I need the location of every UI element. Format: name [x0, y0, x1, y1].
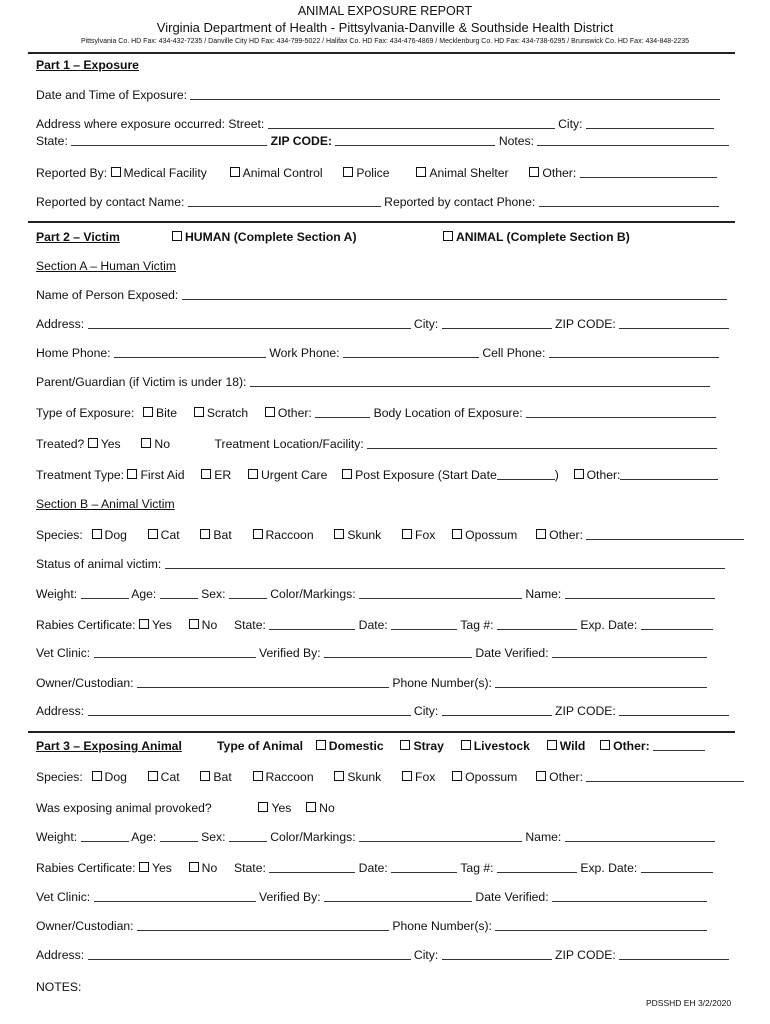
state-label: State:	[234, 618, 266, 632]
zip-label: ZIP CODE:	[270, 134, 333, 148]
row-victim-owner	[36, 676, 707, 691]
vet-field[interactable]	[94, 890, 256, 902]
contact-phone-label: Reported by contact Phone:	[384, 195, 536, 209]
owner-label: Owner/Custodian:	[36, 676, 134, 690]
other-species-field[interactable]	[586, 770, 744, 782]
row-phones	[36, 346, 719, 361]
street-label: Address where exposure occurred: Street:	[36, 117, 265, 131]
phone-numbers-label: Phone Number(s):	[392, 676, 492, 690]
no-label: No	[201, 618, 218, 632]
row-street	[36, 117, 714, 132]
type-option: Livestock	[473, 739, 530, 753]
species-option: Bat	[213, 528, 232, 542]
exp-label: Exp. Date:	[580, 618, 638, 632]
age-field[interactable]	[160, 587, 198, 599]
row-type-exposure	[36, 406, 716, 421]
name-label: Name:	[525, 830, 562, 844]
address-label: Address:	[36, 948, 85, 962]
notes-label: NOTES:	[36, 980, 82, 994]
weight-label: Weight:	[36, 830, 78, 844]
vet-label: Vet Clinic:	[36, 890, 91, 904]
state-field[interactable]	[269, 861, 355, 873]
checkbox-scratch[interactable]	[194, 407, 204, 417]
er-label: ER	[214, 468, 232, 482]
checkbox-other-reporter[interactable]	[529, 167, 539, 177]
row-exposing-address	[36, 948, 729, 963]
age-label: Age:	[131, 587, 157, 601]
city-field[interactable]	[442, 317, 552, 329]
date-field[interactable]	[391, 618, 457, 630]
checkbox-rabies-no[interactable]	[189, 862, 199, 872]
sex-label: Sex:	[201, 830, 226, 844]
animal-label: ANIMAL (Complete Section B)	[456, 230, 630, 244]
species-option: Skunk	[347, 770, 382, 784]
person-name-label: Name of Person Exposed:	[36, 288, 179, 302]
checkbox-dog[interactable]	[92, 771, 102, 781]
guardian-label: Parent/Guardian (if Victim is under 18):	[36, 375, 247, 389]
checkbox-animal[interactable]	[443, 231, 453, 241]
row-exposing-weight	[36, 830, 715, 845]
sex-field[interactable]	[229, 587, 267, 599]
date-label: Date:	[358, 618, 388, 632]
state-label: State:	[234, 861, 266, 875]
checkbox-other-species[interactable]	[536, 771, 546, 781]
tag-field[interactable]	[497, 861, 577, 873]
post-exposure-date-field[interactable]	[497, 468, 555, 480]
city-label: City:	[558, 117, 583, 131]
row-provoked	[36, 801, 335, 816]
address-field[interactable]	[88, 317, 411, 329]
checkbox-domestic[interactable]	[316, 740, 326, 750]
human-option	[172, 230, 357, 245]
address-label: Address:	[36, 704, 85, 718]
no-label: No	[319, 801, 335, 815]
sex-label: Sex:	[201, 587, 226, 601]
checkbox-provoked-yes[interactable]	[258, 802, 268, 812]
yes-label: Yes	[151, 861, 172, 875]
row-exposing-owner	[36, 919, 707, 934]
row-treatment-type	[36, 468, 718, 483]
checkbox-provoked-no[interactable]	[306, 802, 316, 812]
phone-numbers-field[interactable]	[495, 676, 707, 688]
form-subtitle: Virginia Department of Health - Pittsylvania-Danville & Southside Health District	[156, 20, 614, 35]
other-species-field[interactable]	[586, 528, 744, 540]
checkbox-post-exposure[interactable]	[342, 469, 352, 479]
status-label: Status of animal victim:	[36, 557, 162, 571]
date-field[interactable]	[391, 861, 457, 873]
rabies-label: Rabies Certificate:	[36, 618, 136, 632]
owner-label: Owner/Custodian:	[36, 919, 134, 933]
zip-label: ZIP CODE:	[555, 948, 616, 962]
notes-field[interactable]	[537, 134, 729, 146]
checkbox-fox[interactable]	[402, 529, 412, 539]
checkbox-skunk[interactable]	[334, 529, 344, 539]
checkbox-cat[interactable]	[148, 771, 158, 781]
species-option: Other:	[549, 770, 583, 784]
zip-field[interactable]	[335, 134, 495, 146]
city-field[interactable]	[586, 117, 714, 129]
checkbox-fox[interactable]	[402, 771, 412, 781]
work-phone-field[interactable]	[343, 346, 479, 358]
urgent-care-label: Urgent Care	[260, 468, 328, 482]
row-date-time	[36, 88, 720, 103]
type-option: Wild	[559, 739, 586, 753]
form-title: ANIMAL EXPOSURE REPORT	[297, 4, 473, 18]
contact-name-label: Reported by contact Name:	[36, 195, 185, 209]
zip-field[interactable]	[619, 948, 729, 960]
first-aid-label: First Aid	[140, 468, 185, 482]
cell-phone-label: Cell Phone:	[482, 346, 546, 360]
species-option: Fox	[415, 528, 436, 542]
treatment-type-label: Treatment Type:	[36, 468, 125, 482]
species-option: Raccoon	[265, 528, 314, 542]
row-species-exposing	[36, 770, 744, 785]
city-field[interactable]	[442, 704, 552, 716]
yes-label: Yes	[271, 801, 292, 815]
contact-phone-field[interactable]	[539, 195, 719, 207]
divider	[28, 52, 735, 54]
name-field[interactable]	[565, 587, 715, 599]
checkbox-treated-no[interactable]	[141, 438, 151, 448]
zip-label: ZIP CODE:	[555, 704, 616, 718]
checkbox-first-aid[interactable]	[127, 469, 137, 479]
type-of-animal-label: Type of Animal	[217, 739, 303, 753]
state-label: State:	[36, 134, 68, 148]
checkbox-animal-shelter[interactable]	[416, 167, 426, 177]
checkbox-rabies-no[interactable]	[189, 619, 199, 629]
age-field[interactable]	[160, 830, 198, 842]
checkbox-urgent-care[interactable]	[248, 469, 258, 479]
reporter-label: Police	[356, 166, 390, 180]
row-state-zip	[36, 134, 729, 149]
provoked-label: Was exposing animal provoked?	[36, 801, 212, 815]
row-treated	[36, 437, 717, 452]
weight-label: Weight:	[36, 587, 78, 601]
phone-numbers-label: Phone Number(s):	[392, 919, 492, 933]
state-field[interactable]	[269, 618, 355, 630]
checkbox-er[interactable]	[201, 469, 211, 479]
address-label: Address:	[36, 317, 85, 331]
vet-label: Vet Clinic:	[36, 646, 91, 660]
zip-field[interactable]	[619, 317, 729, 329]
form-code: PDSSHD EH 3/2/2020	[646, 998, 732, 1008]
date-label: Date:	[358, 861, 388, 875]
sex-field[interactable]	[229, 830, 267, 842]
city-label: City:	[413, 948, 439, 962]
checkbox-cat[interactable]	[148, 529, 158, 539]
color-label: Color/Markings:	[270, 587, 356, 601]
other-exposure-field[interactable]	[315, 406, 370, 418]
row-human-address	[36, 317, 729, 332]
checkbox-opossum[interactable]	[452, 529, 462, 539]
row-person-name	[36, 288, 727, 303]
notes-label: Notes:	[498, 134, 535, 148]
date-verified-field[interactable]	[552, 646, 707, 658]
part1-heading: Part 1 – Exposure	[36, 58, 139, 72]
tag-field[interactable]	[497, 618, 577, 630]
row-guardian	[36, 375, 710, 390]
cell-phone-field[interactable]	[549, 346, 719, 358]
checkbox-bite[interactable]	[143, 407, 153, 417]
city-field[interactable]	[442, 948, 552, 960]
checkbox-rabies-yes[interactable]	[139, 619, 149, 629]
type-option: Domestic	[328, 739, 384, 753]
name-field[interactable]	[565, 830, 715, 842]
tag-label: Tag #:	[460, 861, 494, 875]
checkbox-treated-yes[interactable]	[88, 438, 98, 448]
row-status	[36, 557, 725, 572]
reporter-label: Animal Shelter	[429, 166, 509, 180]
work-phone-label: Work Phone:	[269, 346, 340, 360]
exp-field[interactable]	[641, 861, 713, 873]
color-field[interactable]	[359, 587, 522, 599]
status-field[interactable]	[165, 557, 725, 569]
zip-label: ZIP CODE:	[555, 317, 616, 331]
species-option: Opossum	[465, 528, 518, 542]
checkbox-other-treatment[interactable]	[574, 469, 584, 479]
tag-label: Tag #:	[460, 618, 494, 632]
date-verified-field[interactable]	[552, 890, 707, 902]
treatment-location-label: Treatment Location/Facility:	[214, 437, 364, 451]
address-field[interactable]	[88, 704, 411, 716]
type-option: Other:	[613, 739, 650, 753]
checkbox-livestock[interactable]	[461, 740, 471, 750]
row-victim-address	[36, 704, 729, 719]
species-option: Other:	[549, 528, 583, 542]
checkbox-bat[interactable]	[200, 529, 210, 539]
body-location-label: Body Location of Exposure:	[373, 406, 523, 420]
treated-label: Treated?	[36, 437, 85, 451]
state-field[interactable]	[71, 134, 267, 146]
species-option: Opossum	[465, 770, 518, 784]
reporter-label: Medical Facility	[123, 166, 207, 180]
home-phone-label: Home Phone:	[36, 346, 111, 360]
row-victim-vet	[36, 646, 707, 661]
vet-field[interactable]	[94, 646, 256, 658]
type-exposure-label: Type of Exposure:	[36, 406, 135, 420]
date-verified-label: Date Verified:	[475, 646, 549, 660]
weight-field[interactable]	[81, 830, 129, 842]
species-option: Dog	[104, 528, 127, 542]
other-exposure-label: Other:	[277, 406, 312, 420]
owner-field[interactable]	[137, 676, 389, 688]
type-of-animal	[217, 739, 705, 754]
sectionB-heading: Section B – Animal Victim	[36, 497, 175, 511]
row-reported-by	[36, 166, 717, 181]
verified-field[interactable]	[324, 646, 472, 658]
row-victim-weight	[36, 587, 715, 602]
address-field[interactable]	[88, 948, 411, 960]
checkbox-skunk[interactable]	[334, 771, 344, 781]
city-label: City:	[413, 704, 439, 718]
species-option: Skunk	[347, 528, 382, 542]
other-type-field[interactable]	[653, 739, 705, 751]
checkbox-police[interactable]	[343, 167, 353, 177]
no-label: No	[201, 861, 218, 875]
exp-label: Exp. Date:	[580, 861, 638, 875]
checkbox-medical-facility[interactable]	[111, 167, 121, 177]
name-label: Name:	[525, 587, 562, 601]
sectionA-heading: Section A – Human Victim	[36, 259, 176, 273]
species-label: Species:	[36, 770, 83, 784]
color-field[interactable]	[359, 830, 522, 842]
verified-label: Verified By:	[258, 890, 321, 904]
home-phone-field[interactable]	[114, 346, 266, 358]
yes-label: Yes	[100, 437, 121, 451]
row-contact	[36, 195, 719, 210]
checkbox-opossum[interactable]	[452, 771, 462, 781]
checkbox-dog[interactable]	[92, 529, 102, 539]
reported-by-label: Reported By:	[36, 166, 108, 180]
divider	[28, 731, 735, 733]
verified-label: Verified By:	[258, 646, 321, 660]
bite-label: Bite	[156, 406, 178, 420]
phone-numbers-field[interactable]	[495, 919, 707, 931]
color-label: Color/Markings:	[270, 830, 356, 844]
checkbox-human[interactable]	[172, 231, 182, 241]
species-option: Bat	[213, 770, 232, 784]
part2-heading: Part 2 – Victim	[36, 230, 120, 244]
row-exposing-rabies	[36, 861, 713, 876]
date-verified-label: Date Verified:	[475, 890, 549, 904]
date-time-label: Date and Time of Exposure:	[36, 88, 188, 102]
animal-option	[443, 230, 630, 245]
exp-field[interactable]	[641, 618, 713, 630]
rabies-label: Rabies Certificate:	[36, 861, 136, 875]
street-field[interactable]	[268, 117, 555, 129]
body-location-field[interactable]	[526, 406, 716, 418]
checkbox-rabies-yes[interactable]	[139, 862, 149, 872]
checkbox-stray[interactable]	[400, 740, 410, 750]
yes-label: Yes	[151, 618, 172, 632]
human-label: HUMAN (Complete Section A)	[185, 230, 357, 244]
zip-field[interactable]	[619, 704, 729, 716]
row-species-victim	[36, 528, 744, 543]
divider	[28, 221, 735, 223]
type-option: Stray	[413, 739, 444, 753]
reporter-label: Other:	[542, 166, 577, 180]
paren: )	[554, 468, 559, 482]
person-name-field[interactable]	[182, 288, 727, 300]
species-option: Cat	[160, 528, 180, 542]
species-option: Raccoon	[265, 770, 314, 784]
checkbox-other-species[interactable]	[536, 529, 546, 539]
part3-heading: Part 3 – Exposing Animal	[36, 739, 182, 753]
checkbox-other-type[interactable]	[600, 740, 610, 750]
verified-field[interactable]	[324, 890, 472, 902]
city-label: City:	[413, 317, 439, 331]
species-label: Species:	[36, 528, 83, 542]
other-reporter-field[interactable]	[580, 166, 717, 178]
row-exposing-vet	[36, 890, 707, 905]
owner-field[interactable]	[137, 919, 389, 931]
checkbox-raccoon[interactable]	[253, 771, 263, 781]
checkbox-bat[interactable]	[200, 771, 210, 781]
date-time-field[interactable]	[190, 88, 720, 100]
row-victim-rabies	[36, 618, 713, 633]
treatment-location-field[interactable]	[367, 437, 717, 449]
checkbox-animal-control[interactable]	[230, 167, 240, 177]
checkbox-raccoon[interactable]	[253, 529, 263, 539]
other-treatment-field[interactable]	[620, 468, 718, 480]
checkbox-wild[interactable]	[547, 740, 557, 750]
scratch-label: Scratch	[206, 406, 249, 420]
species-option: Dog	[104, 770, 127, 784]
other-treatment-label: Other:	[586, 468, 621, 482]
weight-field[interactable]	[81, 587, 129, 599]
species-option: Cat	[160, 770, 180, 784]
species-option: Fox	[415, 770, 436, 784]
no-label: No	[154, 437, 170, 451]
guardian-field[interactable]	[250, 375, 710, 387]
post-exposure-label: Post Exposure (Start Date	[355, 468, 497, 482]
age-label: Age:	[131, 830, 157, 844]
contact-name-field[interactable]	[188, 195, 381, 207]
reporter-label: Animal Control	[242, 166, 323, 180]
checkbox-other-exposure[interactable]	[265, 407, 275, 417]
fax-numbers: Pittsylvania Co. HD Fax: 434-432-7235 / Danville City HD Fax: 434-799-5022 / Halifax Co. HD Fax: 434-476-4869 / Mecklenburg Co. HD Fax: 434-738-6295 / Brunswick Co. HD Fax: 434-848-2235	[80, 38, 690, 45]
